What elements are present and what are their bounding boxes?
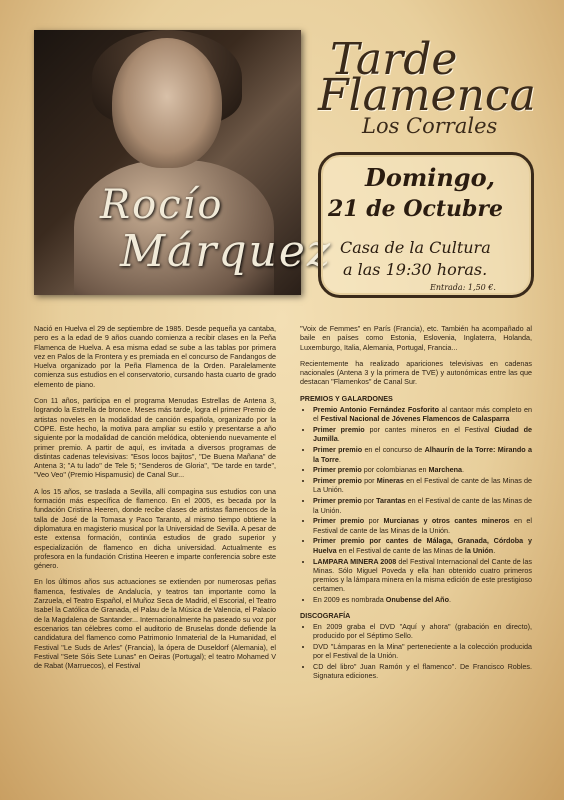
bio-paragraph: A los 15 años, se traslada a Sevilla, allí compagina sus estudios con una formación más específica de flamenco. En el 2005, es becada por la fundación Cristina Heeren, donde recibe clases de artistas flamencos de la talla de José de la Tomasa y Paco Taranto, al mismo tiempo obtiene la diplomatura en magisterio musical por la Universidad de Sevilla. A pesar de este extensa formación, continúa estudios de grado superior y especialización de flamenco en dicha universidad. Actualmente es profesora en la fundación Cristina Heeren e imparte conferencia sobre este género. — [34, 486, 276, 571]
event-date: 21 de Octubre — [328, 196, 504, 222]
artist-first-name: Rocío — [100, 182, 224, 228]
award-bold2: Tarantas — [376, 496, 406, 506]
award-bold2: Festival Nacional de Jóvenes Flamencos de Calasparra — [320, 414, 510, 424]
award-text: por — [364, 516, 384, 526]
event-title-line1: Tarde — [330, 34, 458, 85]
award-bold: Primer premio por cantes de Málaga, Granada, Córdoba y Huelva — [313, 536, 532, 555]
photo-face-shape — [112, 38, 222, 168]
award-item — [313, 557, 532, 594]
award-item — [313, 405, 532, 424]
award-bold2: Marchena — [428, 465, 463, 475]
award-item — [313, 595, 532, 604]
award-text2: en el Festival de cante de las Minas de La Unión. — [313, 476, 532, 495]
award-item — [313, 445, 532, 464]
awards-heading: PREMIOS Y GALARDONES — [300, 393, 393, 403]
event-venue: Casa de la Cultura — [340, 238, 491, 257]
event-time: a las 19:30 horas. — [343, 260, 488, 279]
award-bold2: Ciudad de Jumilla — [313, 425, 532, 444]
award-bold: Primer premio — [313, 476, 362, 486]
bio-paragraph: Recientemente ha realizado apariciones televisivas en cadenas nacionales (Antena 3 y la primera de TVE) y autonómicas entre las que destacan "Flamenkos" de Canal Sur. — [300, 358, 532, 387]
award-text: por cantes mineros en el Festival — [364, 425, 495, 435]
bio-left-column — [34, 324, 276, 677]
artist-last-name: Márquez — [120, 226, 333, 277]
award-text: por colombianas en — [361, 465, 429, 475]
award-text2: . — [462, 465, 465, 475]
award-text: En 2009 es nombrada — [313, 595, 386, 605]
bio-paragraph: En los últimos años sus actuaciones se extienden por numerosas peñas flamenca, festivales de Andalucía, y teatros tan importante como la Zarzuela, el Teatro Español, el Muñoz Seca de Madrid, el Escorial, el Teatro Isabel la Católica de Granada, el Palau de la Música de Valencia, el Palacio de la Magdalena de Santander... Internacionalmente ha paseado su voz por escenarios tan célebres como el auditorio de Bruselas donde defiende la candidatura del flamenco como Patrimonio Inmaterial de la Humanidad, el Festival "Le Suds de Arles" (Francia), la ópera de Duseldorf (Alemania), el Festival "Sete Sóis Sete Lunas" en Oeiras (Portugal); el teatro Mohamed V de Rabat (Marruecos), el Festival — [34, 577, 276, 671]
event-town: Los Corrales — [362, 114, 498, 138]
award-bold: Premio Antonio Fernández Fosforito — [313, 405, 439, 415]
award-bold2: Mineras — [376, 476, 404, 486]
award-text2: . — [448, 595, 451, 605]
discography-heading: DISCOGRAFÍA — [300, 610, 351, 620]
award-bold: Primer premio — [313, 496, 362, 506]
award-bold2: Onubense del Año — [385, 595, 449, 605]
discography-item: • En 2009 graba el DVD "Aquí y ahora" (grabación en directo), producido por el Séptimo Sello. — [313, 622, 532, 641]
award-item — [313, 465, 532, 474]
award-text2: en el Festival de cante de las Minas de la Unión. — [313, 496, 532, 515]
award-text2: . — [338, 454, 341, 464]
event-day: Domingo, — [365, 163, 495, 192]
discography-item: • CD del libro" Juan Ramón y el flamenco". De Francisco Robles. Signatura ediciones. — [313, 662, 532, 681]
award-text: por — [361, 476, 377, 486]
bio-paragraph: Nació en Huelva el 29 de septiembre de 1985. Desde pequeña ya cantaba, pero es a la edad de 9 años cuando comienza a recibir clases en la Peña Flamenca de Huelva. A esa misma edad se sube a las tablas por primera vez en Palos de la Frontera y es premiada en el concurso de Fandangos de Huelva organizado por la Peña Flamenca de la Orden. Paralelamente comienza sus estudios en el conservatorio, cursando hasta cuarto de grado elemento de piano. — [34, 324, 276, 389]
award-bold2: Alhaurín de la Torre: Mirando a la Torre — [313, 445, 533, 464]
award-text: del Festival Internacional del Cante de las Minas. Sólo Miguel Poveda y ella han obtenido cuatro primeros premios y la lámpara minera en la misma edición de este prestigioso certamen. — [313, 556, 532, 594]
award-bold: Primer premio — [313, 425, 365, 435]
discography-list — [300, 622, 532, 681]
discography-item: • DVD "Lámparas en la Mina" perteneciente a la colección producida por el Festival de la Unión. — [313, 642, 532, 661]
award-item — [313, 496, 532, 515]
award-item — [313, 536, 532, 555]
awards-list — [300, 405, 532, 604]
award-text: al cantaor más completo en el — [313, 405, 532, 424]
award-text2: . — [493, 545, 496, 555]
award-bold: Primer premio — [313, 465, 362, 475]
award-text: en el concurso de — [362, 445, 425, 455]
bio-paragraph: Con 11 años, participa en el programa Menudas Estrellas de Antena 3, logrando la Estrella de bronce. Meses más tarde, logra el primer Premio de artistas noveles en la modalidad de canción española, organizado por la COPE. Este hecho, la motiva para ampliar su estilo y presentarse a año siguiente por la modalidad de canción melódica, obteniendo nuevamente el primer premio. A partir de aquí, es invitada a diversos programas de distintas cadenas televisivas: "Esos locos bajitos", "De Buena Mañana" de Antena 3; "A tu lado" de Tele 5; "Senderos de Gloria", "De tarde en tarde", "Veo Veo" (Premio Hispamusic) de Canal Sur... — [34, 396, 276, 480]
award-bold: Primer premio — [313, 445, 363, 455]
award-text: por — [361, 496, 377, 506]
bio-right-column — [300, 324, 532, 685]
award-bold2: la Unión — [464, 545, 494, 555]
award-bold: LAMPARA MINERA 2008 — [313, 556, 397, 566]
award-bold2: Murcianas y otros cantes mineros — [383, 516, 510, 526]
award-text2: . — [337, 434, 340, 444]
event-price: Entrada: 1,50 €. — [430, 283, 496, 292]
award-item — [313, 476, 532, 495]
award-bold: Primer premio — [313, 516, 365, 526]
award-item — [313, 425, 532, 444]
event-title-line2: Flamenca — [318, 70, 536, 121]
bio-paragraph: "Voix de Femmes" en París (Francia), etc. También ha acompañado al baile en países como Estonia, Eslovenia, Inglaterra, Holanda, Luxemburgo, Italia, Alemania, Portugal, Francia... — [300, 324, 532, 352]
award-text: en el Festival de cante de las Minas de — [336, 545, 465, 555]
award-text2: en el Festival de cante de las Minas de la Unión. — [313, 516, 532, 535]
award-item — [313, 516, 532, 535]
